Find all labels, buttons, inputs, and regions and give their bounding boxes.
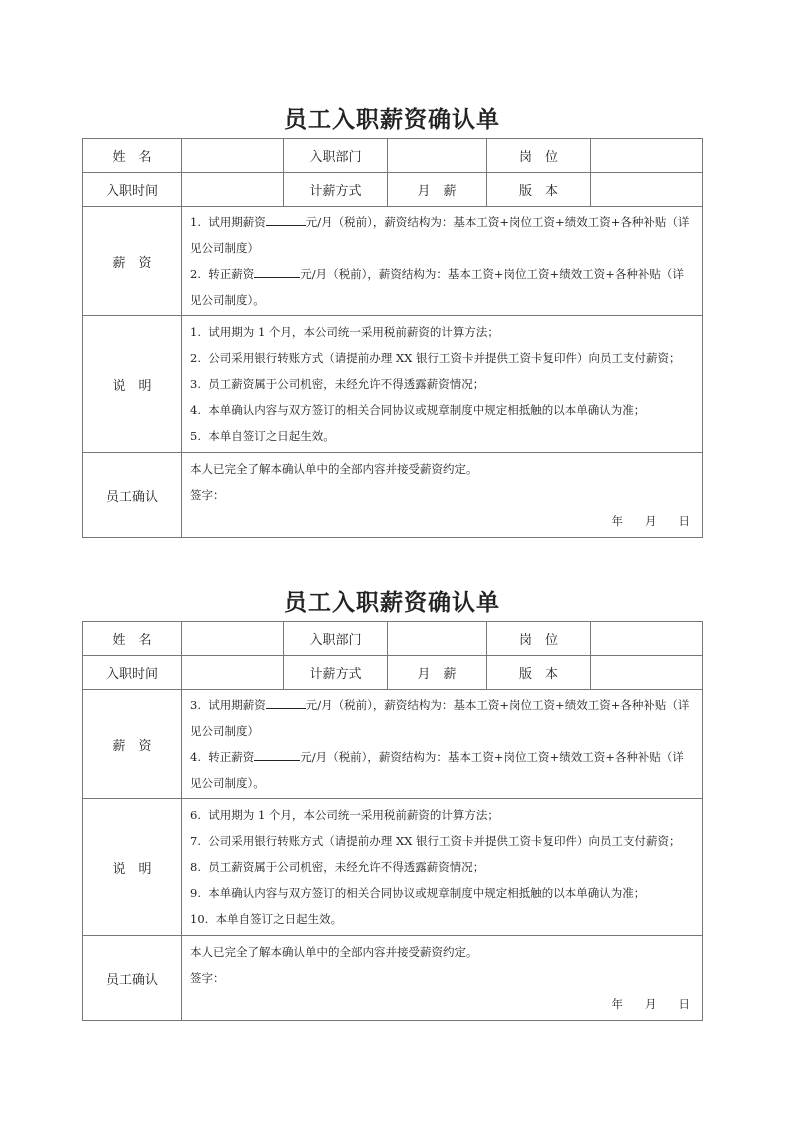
notes-content: [182, 799, 703, 936]
regular-salary-blank[interactable]: [254, 263, 300, 278]
probation-salary-blank[interactable]: [266, 211, 306, 226]
form-table: [82, 138, 703, 538]
confirm-label: 员工确认: [83, 936, 182, 1021]
dept-field[interactable]: [388, 622, 487, 656]
form-title: 员工入职薪资确认单: [284, 590, 500, 616]
post-label: 岗 位: [487, 139, 591, 173]
salary-form-1: [82, 104, 702, 538]
paytype-label: 计薪方式: [284, 173, 388, 207]
salary-label: 薪 资: [83, 690, 182, 799]
dept-label: 入职部门: [284, 622, 388, 656]
paytype-value: 月 薪: [388, 173, 487, 207]
name-label: 姓 名: [83, 622, 182, 656]
version-field[interactable]: [591, 173, 703, 207]
salary-item: 3. 试用期薪资 元/月（税前），薪资结构为：基本工资+岗位工资+绩效工资+各种补贴（详见公司制度）: [190, 692, 694, 744]
salary-item: 1. 试用期薪资 元/月（税前），薪资结构为：基本工资+岗位工资+绩效工资+各种补贴（详见公司制度）: [190, 209, 694, 261]
form-title: 员工入职薪资确认单: [284, 107, 500, 133]
note-item: 1. 试用期为 1 个月，本公司统一采用税前薪资的计算方法；: [190, 325, 499, 339]
note-item: 7. 公司采用银行转账方式（请提前办理 XX 银行工资卡并提供工资卡复印件）向员工支付薪资；: [190, 834, 681, 848]
post-field[interactable]: [591, 622, 703, 656]
dept-field[interactable]: [388, 139, 487, 173]
post-field[interactable]: [591, 139, 703, 173]
name-field[interactable]: [182, 139, 284, 173]
post-label: 岗 位: [487, 622, 591, 656]
sign-date: 年 月 日: [611, 514, 690, 528]
confirm-content: [182, 936, 703, 1021]
entry-date-field[interactable]: [182, 656, 284, 690]
version-label: 版 本: [487, 173, 591, 207]
confirm-content: [182, 453, 703, 538]
probation-salary-blank[interactable]: [266, 694, 306, 709]
notes-content: [182, 316, 703, 453]
note-item: 10. 本单自签订之日起生效。: [190, 912, 343, 926]
note-item: 5. 本单自签订之日起生效。: [190, 429, 335, 443]
entry-date-label: 入职时间: [83, 656, 182, 690]
salary-form-2: [82, 587, 702, 1021]
note-item: 8. 员工薪资属于公司机密，未经允许不得透露薪资情况；: [190, 860, 485, 874]
note-item: 9. 本单确认内容与双方签订的相关合同协议或规章制度中规定相抵触的以本单确认为准；: [190, 886, 646, 900]
confirm-text: 本人已完全了解本确认单中的全部内容并接受薪资约定。: [190, 462, 478, 476]
signature-field[interactable]: 签字：: [190, 971, 225, 985]
salary-content: [182, 690, 703, 799]
version-field[interactable]: [591, 656, 703, 690]
confirm-text: 本人已完全了解本确认单中的全部内容并接受薪资约定。: [190, 945, 478, 959]
dept-label: 入职部门: [284, 139, 388, 173]
notes-label: 说 明: [83, 799, 182, 936]
regular-salary-blank[interactable]: [254, 746, 300, 761]
confirm-label: 员工确认: [83, 453, 182, 538]
version-label: 版 本: [487, 656, 591, 690]
note-item: 4. 本单确认内容与双方签订的相关合同协议或规章制度中规定相抵触的以本单确认为准；: [190, 403, 646, 417]
sign-date: 年 月 日: [611, 997, 690, 1011]
paytype-label: 计薪方式: [284, 656, 388, 690]
salary-label: 薪 资: [83, 207, 182, 316]
note-item: 2. 公司采用银行转账方式（请提前办理 XX 银行工资卡并提供工资卡复印件）向员工支付薪资；: [190, 351, 681, 365]
salary-item: 4. 转正薪资 元/月（税前），薪资结构为：基本工资+岗位工资+绩效工资+各种补贴（详见公司制度）。: [190, 744, 694, 796]
salary-item: 2. 转正薪资 元/月（税前），薪资结构为：基本工资+岗位工资+绩效工资+各种补贴（详见公司制度）。: [190, 261, 694, 313]
name-field[interactable]: [182, 622, 284, 656]
name-label: 姓 名: [83, 139, 182, 173]
signature-field[interactable]: 签字：: [190, 488, 225, 502]
form-table: [82, 621, 703, 1021]
note-item: 6. 试用期为 1 个月，本公司统一采用税前薪资的计算方法；: [190, 808, 499, 822]
entry-date-field[interactable]: [182, 173, 284, 207]
salary-content: [182, 207, 703, 316]
entry-date-label: 入职时间: [83, 173, 182, 207]
paytype-value: 月 薪: [388, 656, 487, 690]
note-item: 3. 员工薪资属于公司机密，未经允许不得透露薪资情况；: [190, 377, 485, 391]
notes-label: 说 明: [83, 316, 182, 453]
